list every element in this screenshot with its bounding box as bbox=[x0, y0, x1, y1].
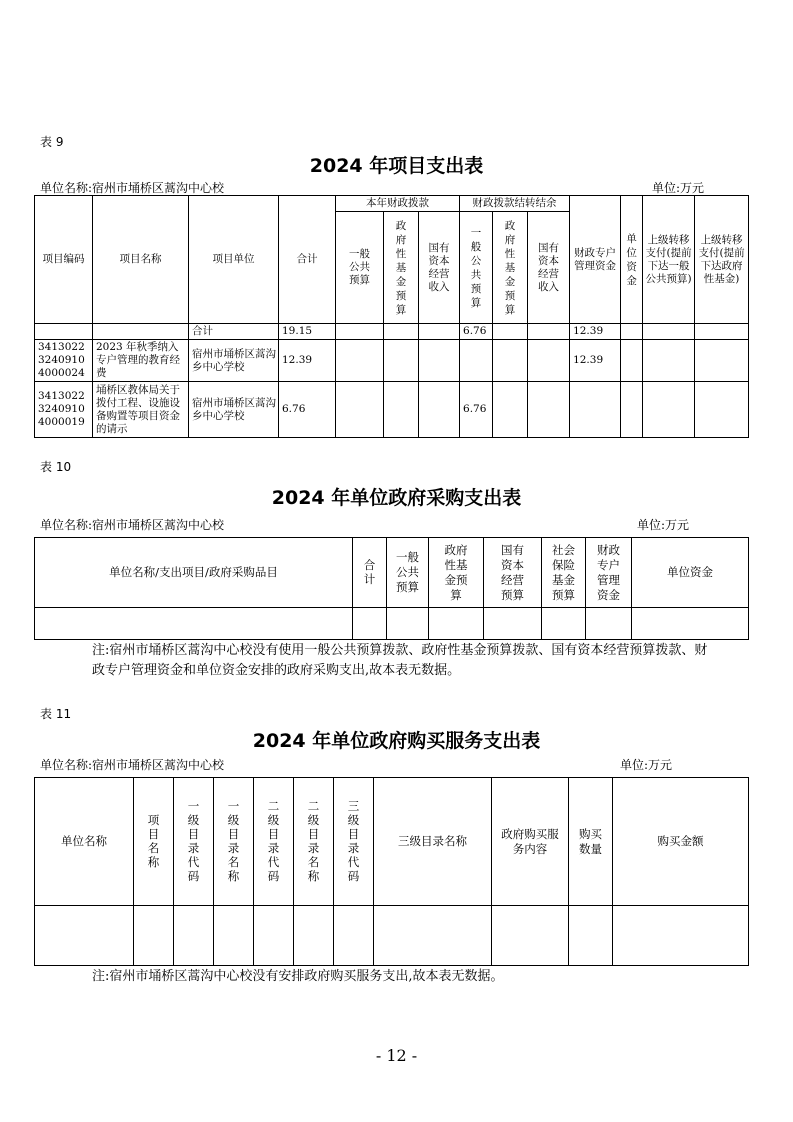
row-code: 341302232409104000024 bbox=[35, 340, 93, 382]
table-row bbox=[35, 906, 749, 966]
row-name: 2023 年秋季纳入专户管理的教育经费 bbox=[93, 340, 189, 382]
table-9-unit-name: 单位名称:宿州市埇桥区蒿沟中心校 bbox=[40, 181, 225, 195]
table-row bbox=[35, 340, 749, 382]
total-row-carry-general: 6.76 bbox=[460, 324, 493, 340]
header-general: 一般公共预算 bbox=[336, 212, 384, 324]
header-l3-name: 三级目录名称 bbox=[374, 778, 492, 906]
header-unit-funds: 单位资金 bbox=[632, 538, 749, 608]
table-11-tag: 表 11 bbox=[40, 707, 72, 721]
header-carry-general: 一般公共预算 bbox=[460, 212, 493, 324]
header-project-name: 项目名称 bbox=[93, 196, 189, 324]
header-special: 财政专户管理资金 bbox=[570, 196, 621, 324]
row-unit: 宿州市埇桥区蒿沟乡中心学校 bbox=[189, 340, 279, 382]
header-unit-funds: 单位资金 bbox=[621, 196, 643, 324]
table-10-unit: 单位:万元 bbox=[637, 518, 690, 532]
header-current-group: 本年财政拨款 bbox=[336, 196, 460, 212]
header-content: 政府购买服务内容 bbox=[492, 778, 569, 906]
header-total: 合计 bbox=[353, 538, 387, 608]
header-transfer-general: 上级转移支付(提前下达一般公共预算) bbox=[643, 196, 695, 324]
table-10-note: 注:宿州市埇桥区蒿沟中心校没有使用一般公共预算拨款、政府性基金预算拨款、国有资本经营预算拨款、财政专户管理资金和单位资金安排的政府采购支出,故本表无数据。 bbox=[92, 643, 708, 678]
header-l2-name: 二级目录名称 bbox=[294, 778, 334, 906]
table-11-unit: 单位:万元 bbox=[620, 758, 673, 772]
header-transfer-fund: 上级转移支付(提前下达政府性基金) bbox=[695, 196, 749, 324]
header-carryover-group: 财政拨款结转结余 bbox=[460, 196, 570, 212]
table-9-unit: 单位:万元 bbox=[652, 181, 705, 195]
row-carry-general: 6.76 bbox=[460, 382, 493, 438]
table-11 bbox=[34, 777, 749, 966]
table-11-title: 2024 年单位政府购买服务支出表 bbox=[252, 730, 541, 752]
table-row bbox=[35, 608, 749, 640]
row-total: 6.76 bbox=[279, 382, 336, 438]
table-11-unit-name: 单位名称:宿州市埇桥区蒿沟中心校 bbox=[40, 758, 225, 772]
table-9-tag: 表 9 bbox=[40, 135, 64, 149]
header-unit-name: 单位名称 bbox=[35, 778, 134, 906]
row-code: 341302232409104000019 bbox=[35, 382, 93, 438]
header-total: 合计 bbox=[279, 196, 336, 324]
table-9-title: 2024 年项目支出表 bbox=[309, 155, 484, 177]
header-amount: 购买金额 bbox=[613, 778, 749, 906]
header-gov-fund: 政府性基金预算 bbox=[429, 538, 484, 608]
header-project-unit: 项目单位 bbox=[189, 196, 279, 324]
row-name: 埇桥区教体局关于拨付工程、设施设备购置等项目资金的请示 bbox=[93, 382, 189, 438]
header-general: 一般公共预算 bbox=[387, 538, 429, 608]
page-number: - 12 - bbox=[375, 1046, 418, 1065]
header-qty: 购买数量 bbox=[569, 778, 613, 906]
header-carry-gov-fund: 政府性基金预算 bbox=[493, 212, 528, 324]
total-row-special: 12.39 bbox=[570, 324, 621, 340]
header-state-capital: 国有资本经营预算 bbox=[484, 538, 542, 608]
header-l1-name: 一级目录名称 bbox=[214, 778, 254, 906]
table-10 bbox=[34, 537, 749, 640]
header-project-code: 项目编码 bbox=[35, 196, 93, 324]
header-name: 单位名称/支出项目/政府采购品目 bbox=[35, 538, 353, 608]
table-10-title: 2024 年单位政府采购支出表 bbox=[271, 487, 522, 509]
table-10-tag: 表 10 bbox=[40, 460, 72, 474]
header-special: 财政专户管理资金 bbox=[586, 538, 632, 608]
header-social: 社会保险基金预算 bbox=[542, 538, 586, 608]
header-l3-code: 三级目录代码 bbox=[334, 778, 374, 906]
header-gov-fund: 政府性基金预算 bbox=[384, 212, 419, 324]
total-row-label: 合计 bbox=[189, 324, 279, 340]
header-project-name: 项目名称 bbox=[134, 778, 174, 906]
table-11-note: 注:宿州市埇桥区蒿沟中心校没有安排政府购买服务支出,故本表无数据。 bbox=[92, 969, 504, 984]
row-special: 12.39 bbox=[570, 340, 621, 382]
table-9 bbox=[34, 195, 749, 438]
row-total: 12.39 bbox=[279, 340, 336, 382]
header-state-capital: 国有资本经营收入 bbox=[419, 212, 460, 324]
row-unit: 宿州市埇桥区蒿沟乡中心学校 bbox=[189, 382, 279, 438]
header-l1-code: 一级目录代码 bbox=[174, 778, 214, 906]
header-l2-code: 二级目录代码 bbox=[254, 778, 294, 906]
total-row-total: 19.15 bbox=[279, 324, 336, 340]
table-9-total-row bbox=[35, 324, 749, 340]
table-row bbox=[35, 382, 749, 438]
header-carry-state-capital: 国有资本经营收入 bbox=[528, 212, 570, 324]
table-10-unit-name: 单位名称:宿州市埇桥区蒿沟中心校 bbox=[40, 518, 225, 532]
